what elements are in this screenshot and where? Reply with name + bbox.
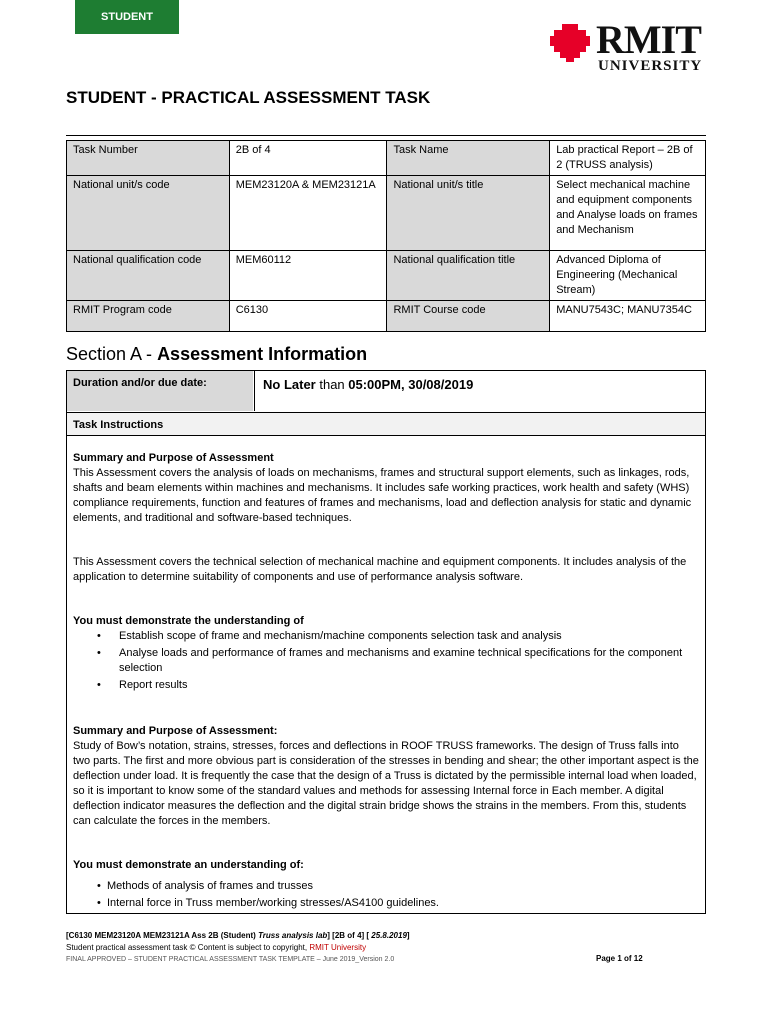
footer-task: ] [2B of 4] [ [327,931,372,940]
section-prefix: Section A - [66,344,158,364]
program-code-label: RMIT Program code [67,301,230,332]
list-item: • Establish scope of frame and mechanism/machine components selection task and analysis [119,629,699,644]
qualification-code-label: National qualification code [67,251,230,301]
list-item: • Methods of analysis of frames and trusses [107,879,699,894]
page-number: Page 1 of 12 [596,954,643,963]
title-rule [66,135,706,136]
section-title: Assessment Information [157,344,368,364]
demonstrate-list-2 [73,879,699,911]
task-number-value: 2B of 4 [229,141,387,176]
summary-text-2: This Assessment covers the technical selection of mechanical machine and equipment components. It includes analysis of the application to determine suitability of components and use of performance analysis software. [73,556,687,583]
student-tab: STUDENT [75,0,179,34]
qualification-title-value: Advanced Diploma of Engineering (Mechanical Stream) [550,251,706,301]
table-row [67,141,706,176]
instructions-body [73,451,699,913]
demonstrate-heading-1: You must demonstrate the understanding of [73,615,304,627]
logo-subtitle: UNIVERSITY [598,58,703,74]
unit-title-label: National unit/s title [387,176,550,251]
unit-code-value: MEM23120A & MEM23121A [229,176,387,251]
task-name-label: Task Name [387,141,550,176]
due-date-value [254,371,705,411]
demonstrate-heading-2: You must demonstrate an understanding of: [73,859,304,871]
course-code-value: MANU7543C; MANU7354C [550,301,706,332]
qualification-code-value: MEM60112 [229,251,387,301]
footer-line-3: FINAL APPROVED – STUDENT PRACTICAL ASSESSMENT TASK TEMPLATE – June 2019_Version 2.0 [66,956,395,963]
footer-line-2 [66,942,650,954]
rmit-logo [548,17,708,80]
due-part-1: No Later [263,377,316,392]
page-footer [66,930,650,966]
task-name-value: Lab practical Report – 2B of 2 (TRUSS analysis) [550,141,706,176]
list-item: • Internal force in Truss member/working stresses/AS4100 guidelines. [107,896,699,911]
task-info-table [66,140,706,332]
table-row [67,301,706,332]
summary-heading-1: Summary and Purpose of Assessment [73,452,274,464]
page-title: STUDENT - PRACTICAL ASSESSMENT TASK [66,88,431,107]
demonstrate-list-1 [73,629,699,693]
due-part-3: 05:00PM, 30/08/2019 [348,377,474,392]
list-item: • Report results [119,678,699,693]
task-instructions-heading: Task Instructions [67,412,705,436]
footer-bracket: ] [406,931,410,940]
footer-date: 25.8.2019 [371,931,407,940]
section-a-heading [66,344,367,365]
assessment-info-box [66,370,706,914]
summary-text-3: Study of Bow’s notation, strains, stresses, forces and deflections in ROOF TRUSS frameworks. The design of Truss falls into two parts. The first and more obvious part is consideration of the stresses in bending and shear; the other important aspect is the deflection under load. It is frequently the case that the design of a Truss is dictated by the permissible internal load when loaded, so it is important to know some of the standard values and methods for assessing Internal force in Each member. A digital deflection indicator measures the deflection and the digital strain bridge shows the strains in the members. From this, students can calculate the forces in the members. [73,740,699,827]
footer-copyright: Student practical assessment task © Content is subject to copyright, [66,943,310,952]
footer-line-1 [66,930,650,942]
list-item: • Analyse loads and performance of frames and mechanisms and examine technical specifications for the component selection [119,646,699,676]
logo-wordmark: RMIT [596,17,701,62]
summary-text-1: This Assessment covers the analysis of loads on mechanisms, frames and structural support elements, such as linkages, rods, shafts and beam elements within machines and mechanisms. It includes safe working practices, work health and safety (WHS) compliance requirements, function and features of frames and mechanisms, load and deflection analysis for static and dynamic elements, and traditional and software-based techniques. [73,467,692,524]
due-date-label: Duration and/or due date: [67,371,253,411]
task-number-label: Task Number [67,141,230,176]
footer-code: [C6130 MEM23120A MEM23121A Ass 2B (Student) [66,931,259,940]
program-code-value: C6130 [229,301,387,332]
course-code-label: RMIT Course code [387,301,550,332]
summary-heading-2: Summary and Purpose of Assessment: [73,725,278,737]
qualification-title-label: National qualification title [387,251,550,301]
unit-title-value: Select mechanical machine and equipment components and Analyse loads on frames and Mechanism [550,176,706,251]
table-row [67,176,706,251]
footer-lab: Truss analysis lab [258,931,328,940]
due-part-2: than [315,377,349,392]
unit-code-label: National unit/s code [67,176,230,251]
footer-rmit: RMIT University [309,943,367,952]
rmit-pixel-icon [548,22,592,66]
table-row [67,251,706,301]
